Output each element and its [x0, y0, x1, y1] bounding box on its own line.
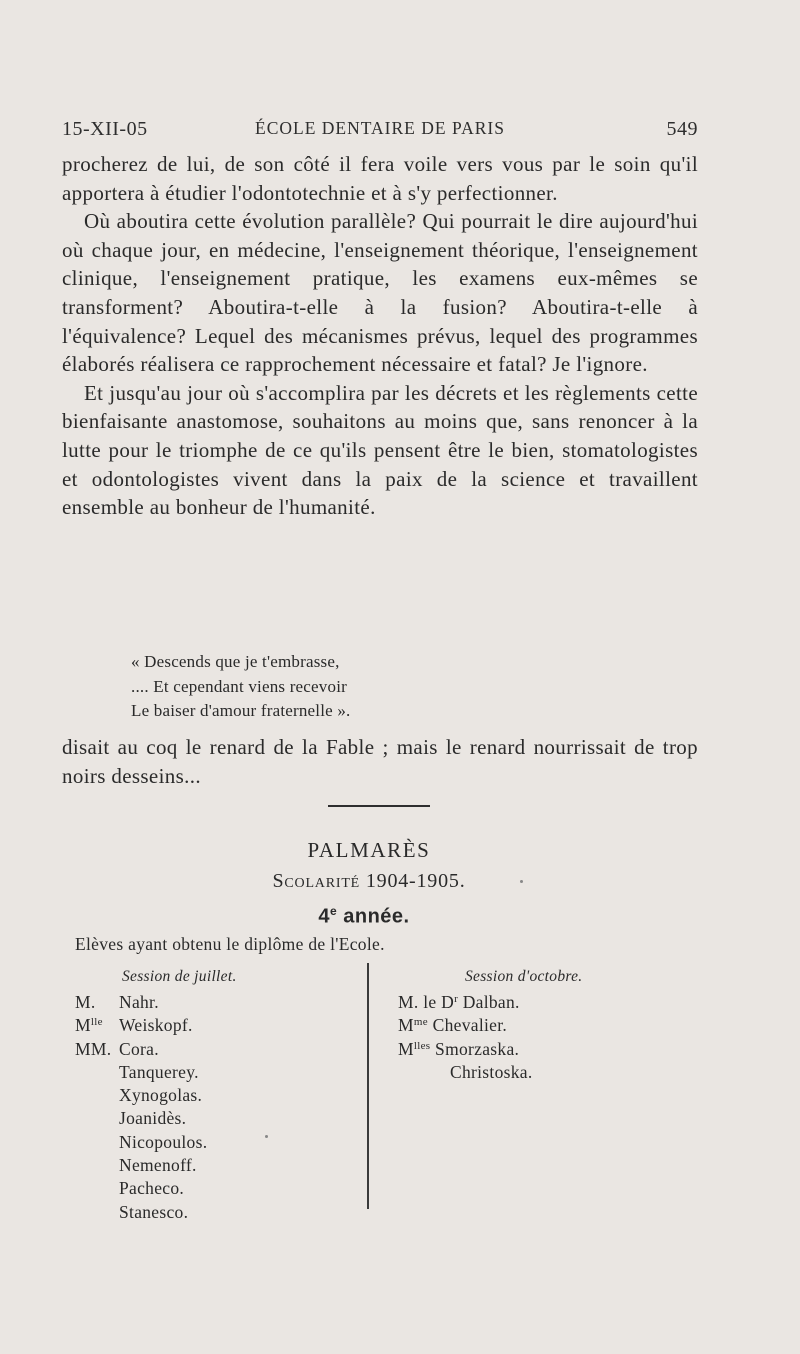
graduate-title-text: M.	[75, 992, 96, 1012]
section-divider	[328, 805, 430, 807]
graduate-name: Xynogolas.	[119, 1085, 203, 1106]
body-text	[62, 150, 698, 522]
year-heading	[0, 904, 728, 929]
graduate-title-superscript: me	[413, 1016, 428, 1029]
graduate-name: Cora.	[119, 1038, 159, 1059]
students-intro: Elèves ayant obtenu le diplôme de l'Ecole.	[75, 934, 385, 954]
verse-line-2: .... Et cependant viens recevoir	[131, 676, 347, 696]
paper-speck	[520, 880, 523, 883]
scolarite-years: 1904-1905.	[365, 870, 466, 892]
graduate-entry	[398, 991, 658, 1014]
graduate-title-text: M	[398, 1015, 414, 1036]
october-graduates-list	[398, 991, 658, 1084]
column-divider	[367, 963, 369, 1209]
graduate-line	[398, 992, 520, 1012]
paragraph-1: procherez de lui, de son côté il fera voile vers vous par le soin qu'il apportera à étudier l'odontotechnie et à s'y perfectionner.	[62, 152, 698, 205]
graduate-entry	[75, 1038, 335, 1061]
year-superscript: e	[330, 904, 338, 918]
graduate-title-superscript: lles	[413, 1039, 431, 1052]
scolarite-heading	[0, 870, 738, 893]
graduate-entry	[75, 1014, 335, 1037]
graduate-name: Nahr.	[119, 992, 159, 1012]
graduate-entry	[398, 1014, 658, 1037]
july-graduates-list	[75, 991, 335, 1224]
verse-line-3: Le baiser d'amour fraternelle ».	[131, 701, 351, 720]
graduate-title-text: M	[398, 1038, 414, 1059]
graduate-name: Nemenoff.	[119, 1155, 197, 1176]
graduate-name: Pacheco.	[119, 1178, 185, 1199]
graduate-name: Dalban.	[462, 992, 520, 1012]
scolarite-label: Scolarité	[272, 870, 361, 892]
graduate-name: Chevalier.	[432, 1015, 508, 1036]
graduate-entry	[75, 1131, 335, 1154]
header-date: 15-XII-05	[62, 118, 148, 140]
closing-paragraph	[62, 733, 698, 791]
verse-quote	[131, 650, 351, 724]
graduate-entry	[75, 1107, 335, 1130]
graduate-title-text: M. le D	[398, 992, 455, 1012]
session-october-heading: Session d'octobre.	[465, 968, 583, 985]
graduate-title-text: M	[75, 1015, 91, 1036]
graduate-entry	[75, 1084, 335, 1107]
verse-line-1: « Descends que je t'embrasse,	[131, 652, 340, 671]
graduate-title-superscript: lle	[90, 1016, 103, 1029]
graduate-name: Stanesco.	[119, 1201, 189, 1222]
graduate-name: Joanidès.	[119, 1108, 187, 1129]
graduate-title	[75, 1014, 103, 1037]
graduate-name: Nicopoulos.	[119, 1131, 208, 1152]
paragraph-2: Où aboutira cette évolution parallèle? Qui pourrait le dire aujourd'hui où chaque jour, en médecine, l'enseignement théorique, l'enseignement clinique, l'enseignement pratique, les examens eux-mêmes se transforment? Aboutira-t-elle à la fusion? Aboutira-t-elle à l'équivalence? Lequel des mécanismes prévus, lequel des programmes élaborés réalisera ce rapprochement nécessaire et fatal? Je l'ignore.	[62, 209, 698, 377]
graduate-line	[450, 1062, 533, 1082]
palmares-heading: PALMARÈS	[307, 838, 431, 862]
graduate-title	[75, 1038, 111, 1061]
graduate-entry	[75, 991, 335, 1014]
graduate-title-superscript: r	[454, 993, 459, 1005]
year-label: année.	[343, 905, 410, 928]
paragraph-4: disait au coq le renard de la Fable ; mais le renard nourrissait de trop noirs desseins...	[62, 735, 698, 788]
graduate-entry	[75, 1177, 335, 1200]
graduate-entry	[398, 1038, 658, 1061]
graduate-title-text: MM.	[75, 1038, 112, 1059]
graduate-name: Weiskopf.	[119, 1015, 193, 1036]
paper-speck	[265, 1135, 268, 1138]
graduate-line	[398, 1015, 507, 1035]
page-number: 549	[666, 118, 698, 140]
graduate-name: Tanquerey.	[119, 1061, 199, 1082]
graduate-line	[398, 1039, 519, 1059]
graduate-name: Smorzaska.	[435, 1038, 520, 1059]
running-header	[62, 118, 698, 144]
header-journal-title: ÉCOLE DENTAIRE DE PARIS	[255, 118, 505, 138]
graduate-entry	[75, 1061, 335, 1084]
graduate-entry	[75, 1201, 335, 1224]
graduate-name: Christoska.	[450, 1061, 533, 1082]
session-july-heading: Session de juillet.	[122, 968, 237, 985]
graduate-entry	[75, 1154, 335, 1177]
year-number: 4	[318, 905, 330, 928]
paragraph-3: Et jusqu'au jour où s'accomplira par les décrets et les règlements cette bienfaisante anastomose, souhaitons au moins que, sans renoncer à la lutte pour le triomphe de ce qu'ils pensent être le bien, stomatologistes et odontologistes vivent dans la paix de la science et travaillent ensemble au bonheur de l'humanité.	[62, 380, 698, 520]
graduate-entry	[398, 1061, 658, 1084]
graduate-title	[75, 991, 96, 1014]
